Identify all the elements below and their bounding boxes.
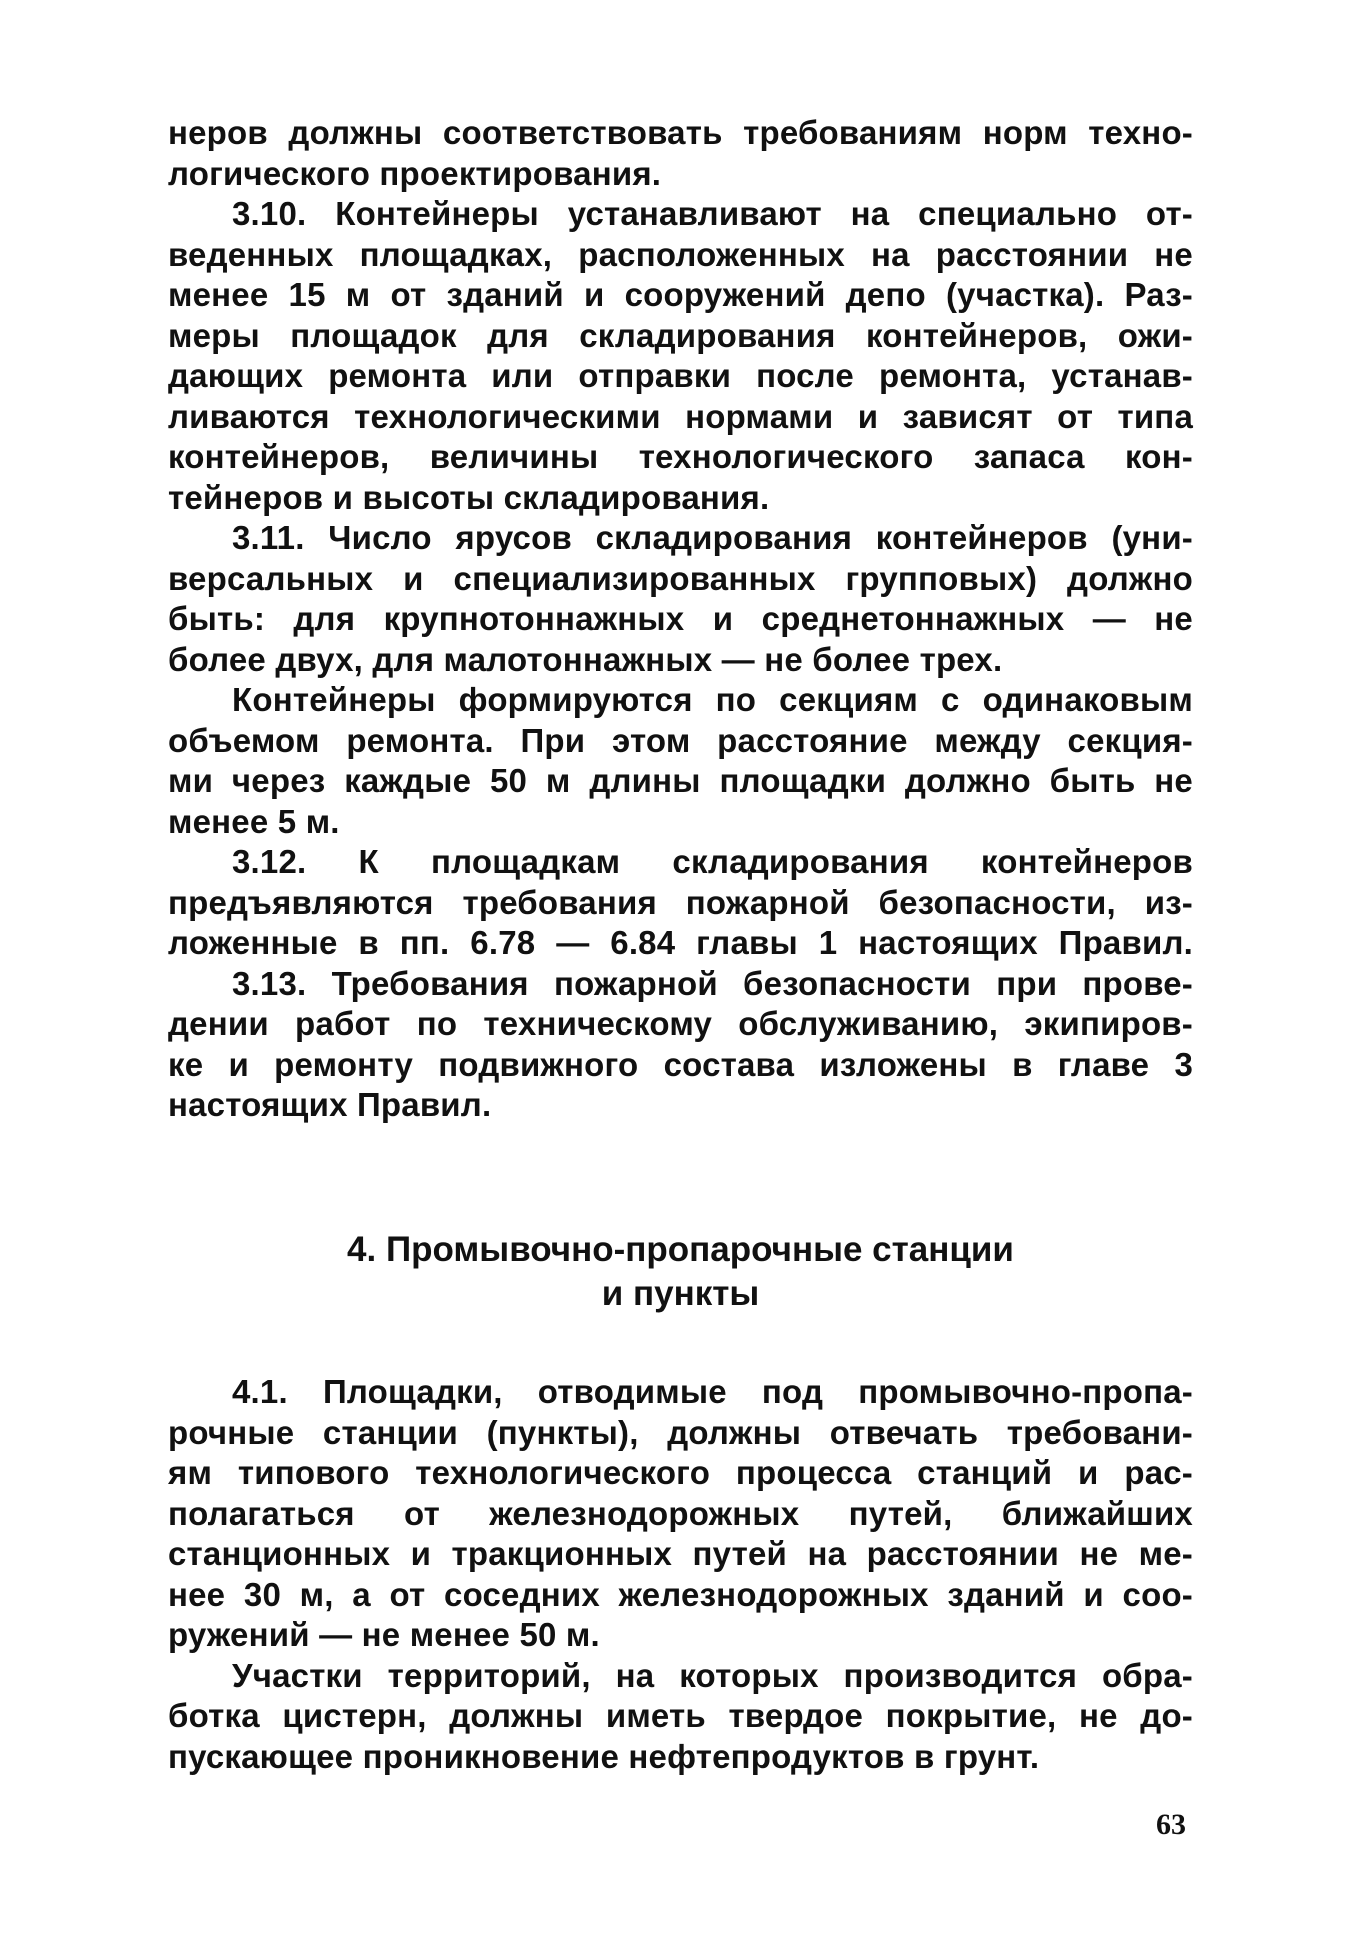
text-line: Контейнеры формируются по секциям с одинаковым: [232, 681, 1193, 718]
paragraph-3-11-containers: [168, 680, 1193, 842]
text-line: более двух, для малотоннажных — не более трех.: [168, 640, 1003, 678]
text-line: логического проектирования.: [168, 154, 662, 192]
text-line: рочные станции (пункты), должны отвечать требовани-: [168, 1413, 1193, 1451]
paragraph-3-13: [168, 964, 1193, 1126]
text-line: настоящих Правил.: [168, 1086, 492, 1123]
paragraph-continuation: [168, 113, 1193, 194]
text-line: ложенные в пп. 6.78 — 6.84 главы 1 настоящих Правил.: [168, 924, 1193, 961]
text-line: ке и ремонту подвижного состава изложены в главе 3: [168, 1045, 1193, 1083]
paragraph-3-12: [168, 842, 1193, 964]
page-number: 63: [1156, 1808, 1186, 1841]
text-line: контейнеров, величины технологического запаса кон-: [168, 438, 1193, 475]
text-line: 4.1. Площадки, отводимые под промывочно-пропа-: [232, 1373, 1193, 1410]
text-line: 3.10. Контейнеры устанавливают на специально от-: [232, 195, 1193, 232]
text-line: ливаются технологическими нормами и зависят от типа: [168, 397, 1193, 435]
text-line: версальных и специализированных групповых) должно: [168, 559, 1193, 597]
text-line: неров должны соответствовать требованиям норм техно-: [168, 114, 1193, 151]
text-line: тейнеров и высоты складирования.: [168, 478, 770, 516]
text-line: менее 15 м от зданий и сооружений депо (участка). Раз-: [168, 276, 1193, 313]
text-line: нее 30 м, а от соседних железнодорожных зданий и соо-: [168, 1575, 1193, 1613]
heading-line: и пункты: [601, 1274, 760, 1313]
text-line: пускающее проникновение нефтепродуктов в грунт.: [168, 1737, 1040, 1775]
text-line: ми через каждые 50 м длины площадки должно быть не: [168, 762, 1193, 799]
paragraph-3-11: [168, 518, 1193, 680]
text-line: веденных площадках, расположенных на расстоянии не: [168, 235, 1193, 273]
section3-paragraphs: [168, 113, 1193, 1126]
text-line: 3.12. К площадкам складирования контейнеров: [232, 843, 1193, 880]
text-line: быть: для крупнотоннажных и среднетоннажных — не: [168, 600, 1193, 637]
text-line: ботка цистерн, должны иметь твердое покрытие, не до-: [168, 1697, 1193, 1734]
text-line: ям типового технологического процесса станций и рас-: [168, 1454, 1193, 1491]
text-line: объемом ремонта. При этом расстояние между секция-: [168, 721, 1193, 759]
text-line: дающих ремонта или отправки после ремонта, устанав-: [168, 357, 1193, 394]
text-line: 3.11. Число ярусов складирования контейнеров (уни-: [232, 519, 1193, 556]
text-line: предъявляются требования пожарной безопасности, из-: [168, 883, 1193, 921]
text-line: дении работ по техническому обслуживанию, экипиров-: [168, 1005, 1193, 1042]
paragraph-4-1: [168, 1372, 1193, 1656]
text-line: Участки территорий, на которых производится обра-: [232, 1656, 1193, 1694]
text-line: ружений — не менее 50 м.: [168, 1616, 600, 1653]
section4-paragraphs: [168, 1372, 1193, 1777]
paragraph-3-10: [168, 194, 1193, 518]
text-line: станционных и тракционных путей на расстоянии не ме-: [168, 1535, 1193, 1572]
heading-line: 4. Промывочно-пропарочные станции: [347, 1230, 1014, 1269]
text-line: меры площадок для складирования контейнеров, ожи-: [168, 316, 1193, 354]
text-line: менее 5 м.: [168, 802, 340, 840]
section-heading: [168, 1228, 1193, 1316]
text-line: полагаться от железнодорожных путей, ближайших: [168, 1494, 1193, 1532]
text-line: 3.13. Требования пожарной безопасности при прове-: [232, 964, 1193, 1002]
paragraph-4-1-surfaces: [168, 1656, 1193, 1778]
